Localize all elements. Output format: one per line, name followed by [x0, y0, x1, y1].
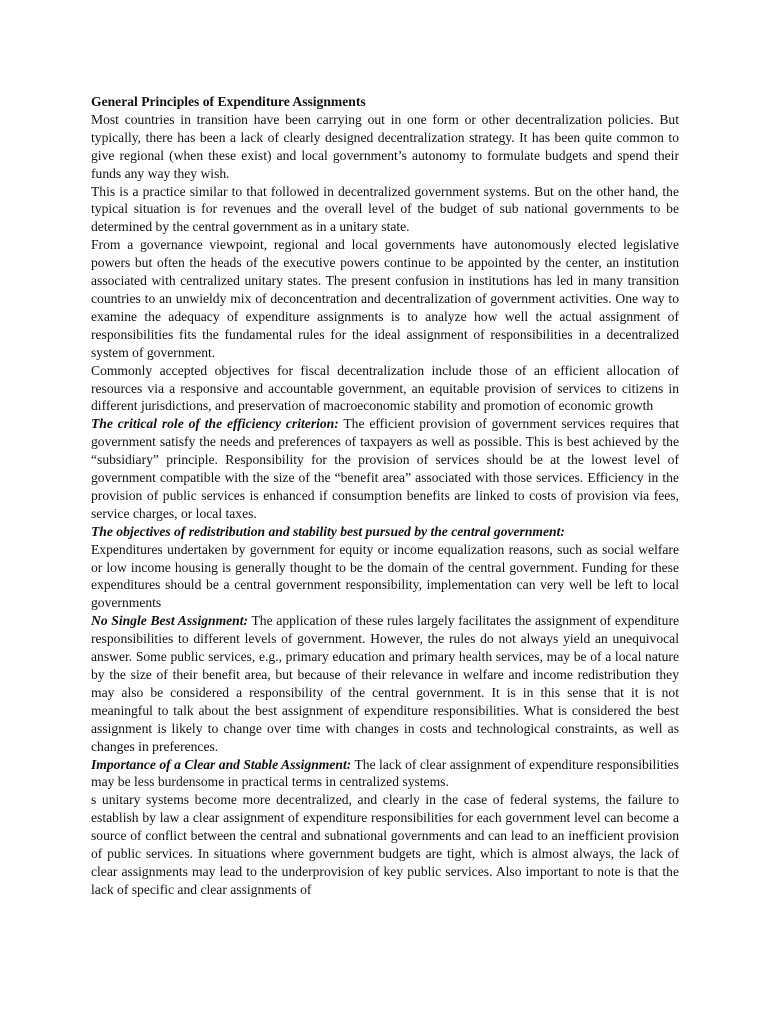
- paragraph-efficiency-criterion: [91, 415, 679, 522]
- paragraph-governance-viewpoint: From a governance viewpoint, regional and local governments have autonomously elected legislative powers but often the heads of the executive powers continue to be appointed by the center, an institution associated with centralized unitary states. The present confusion in institutions has led in many transition countries to an unwieldy mix of deconcentration and decentralization of government activities. One way to examine the adequacy of expenditure assignments is to analyze how well the actual assignment of responsibilities fits the fundamental rules for the ideal assignment of responsibilities in a decentralized system of government.: [91, 237, 679, 360]
- efficiency-criterion-text: The efficient provision of government services requires that government satisfy the needs and preferences of taxpayers as well as possible. This is best achieved by the “subsidiary” principle. Responsibility for the provision of services should be at the lowest level of government compatible with the size of the “benefit area” associated with those services. Efficiency in the provision of public services is enhanced if consumption benefits are linked to costs of provision via fees, service charges, or local taxes.: [91, 416, 679, 521]
- paragraph-decentralized-systems: This is a practice similar to that followed in decentralized government systems. But on the other hand, the typical situation is for revenues and the overall level of the budget of sub national governments to be determined by the central government as in a unitary state.: [91, 183, 679, 235]
- no-single-best-assignment-heading: No Single Best Assignment:: [91, 613, 249, 629]
- clear-stable-assignment-heading: Importance of a Clear and Stable Assignment:: [91, 756, 352, 772]
- paragraph-no-single-best-assignment: [91, 612, 679, 755]
- clear-stable-assignment-text: The lack of clear assignment of expenditure responsibilities may be less burdensome in practical terms in centralized systems.: [91, 756, 679, 790]
- document-title: General Principles of Expenditure Assignments: [91, 94, 366, 109]
- document-page: [91, 93, 679, 899]
- paragraph-clear-stable-assignment: [91, 756, 679, 792]
- paragraph-redistribution: Expenditures undertaken by government for equity or income equalization reasons, such as social welfare or low income housing is generally thought to be the domain of the central government. Funding for these expenditures should be a central government responsibility, implementation can very well be left to local governments: [91, 541, 679, 611]
- paragraph-fiscal-objectives: Commonly accepted objectives for fiscal decentralization include those of an efficient allocation of resources via a responsive and accountable government, an equitable provision of services to citizens in different jurisdictions, and preservation of macroeconomic stability and promotion of economic growth: [91, 362, 679, 414]
- efficiency-criterion-heading: The critical role of the efficiency criterion:: [91, 416, 339, 432]
- paragraph-unitary-systems: s unitary systems become more decentralized, and clearly in the case of federal systems, the failure to establish by law a clear assignment of expenditure responsibilities for each government level can become a source of conflict between the central and subnational governments and can lead to an inefficient provision of public services. In situations where government budgets are tight, which is almost always, the lack of clear assignments may lead to the underprovision of key public services. Also important to note is that the lack of specific and clear assignments of: [91, 792, 679, 897]
- paragraph-decentralization-policies: Most countries in transition have been carrying out in one form or other decentralization policies. But typically, there has been a lack of clearly designed decentralization strategy. It has been quite common to give regional (when these exist) and local government’s autonomy to formulate budgets and spend their funds any way they wish.: [91, 111, 679, 181]
- no-single-best-assignment-text: The application of these rules largely facilitates the assignment of expenditure responsibilities to different levels of government. However, the rules do not always yield an unequivocal answer. Some public services, e.g., primary education and primary health services, may be of a local nature by the size of their benefit area, but because of their relevance in welfare and income redistribution they may also be considered a responsibility of the central government. It is in this sense that it is not meaningful to talk about the best assignment of expenditure responsibilities. What is considered the best assignment is likely to change over time with changes in costs and technological constraints, as well as changes in preferences.: [91, 613, 680, 754]
- redistribution-heading: The objectives of redistribution and stability best pursued by the central government:: [91, 523, 565, 539]
